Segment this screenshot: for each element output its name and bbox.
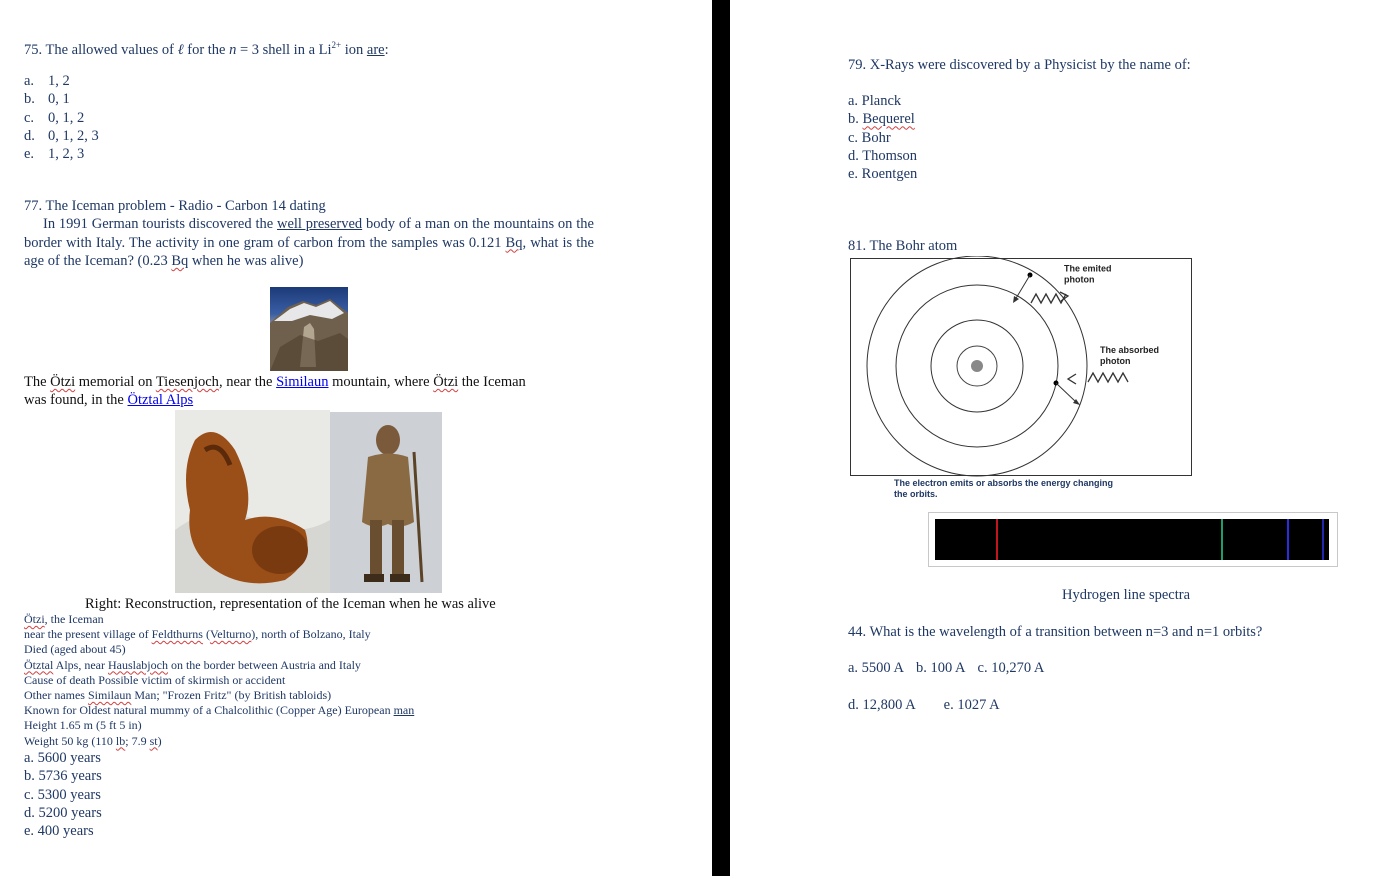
bohr-atom-diagram [848, 256, 1194, 502]
diagram-caption-2: the orbits. [894, 489, 938, 499]
absorbed-label-1: The absorbed [1100, 345, 1160, 355]
emitted-label-2: photon [1064, 274, 1095, 285]
fact-cause: Cause of death Possible victim of skirmish or accident [24, 672, 286, 687]
question-77-title: 77. The Iceman problem - Radio - Carbon 14 dating [24, 198, 326, 214]
option-44-e: e. 1027 A [943, 697, 1000, 713]
fact-height: Height 1.65 m (5 ft 5 in) [24, 718, 142, 733]
otzi-memorial-photo [270, 287, 348, 371]
fact-known-for: Known for Oldest natural mummy of a Chalcolithic (Copper Age) European man [24, 703, 415, 718]
question-81-title: 81. The Bohr atom [848, 238, 958, 254]
option-75-a: a. 1, 2 [24, 73, 70, 89]
diagram-caption-1: The electron emits or absorbs the energy changing [894, 478, 1114, 488]
option-75-d: d. 0, 1, 2, 3 [24, 127, 99, 144]
question-79-options [848, 92, 917, 183]
answer-77-a: a. 5600 years [24, 750, 101, 766]
answer-77-b: b. 5736 years [24, 768, 102, 785]
question-44-options-row1 [848, 659, 1044, 677]
option-79-d: d. Thomson [848, 147, 918, 164]
question-79-title: 79. X-Rays were discovered by a Physicist by the name of: [848, 57, 1191, 73]
option-44-c: c. 10,270 A [977, 660, 1045, 676]
iceman-facts [24, 612, 414, 749]
answer-77-c: c. 5300 years [24, 786, 101, 803]
otztal-alps-link[interactable]: Ötztal Alps [127, 392, 194, 408]
iceman-reconstruction-photo [330, 412, 442, 593]
fact-name: Ötzi, the Iceman [24, 612, 104, 626]
option-44-b: b. 100 A [915, 660, 966, 676]
answer-77-d: d. 5200 years [24, 804, 102, 821]
question-44-options-row2 [848, 696, 1000, 714]
memorial-caption: The Ötzi memorial on Tiesenjoch, near the Similaun mountain, where Ötzi the Iceman was found, in the Ötztal Alps [24, 374, 526, 408]
iceman-mummy-photo [175, 410, 330, 593]
spectral-line-red [996, 519, 998, 560]
option-79-b: b. Bequerel [848, 111, 915, 128]
spectrum-caption: Hydrogen line spectra [1062, 587, 1191, 603]
reconstruction-caption: Right: Reconstruction, representation of the Iceman when he was alive [85, 596, 496, 612]
question-44-title: 44. What is the wavelength of a transition between n=3 and n=1 orbits? [848, 624, 1263, 640]
option-75-c: c. 0, 1, 2 [24, 109, 85, 126]
spectral-line-violet [1322, 519, 1324, 560]
fact-other-names: Other names Similaun Man; "Frozen Fritz" (by British tabloids) [24, 688, 332, 703]
fact-location: near the present village of Feldthurns (Velturno), north of Bolzano, Italy [24, 627, 371, 642]
fact-weight: Weight 50 kg (110 lb; 7.9 st) [24, 733, 162, 748]
spectrum-band [935, 519, 1329, 560]
question-77-answers [24, 749, 102, 840]
emitted-label-1: The emited [1064, 263, 1112, 274]
spectral-line-green [1221, 519, 1223, 560]
hydrogen-spectrum [928, 512, 1338, 567]
option-44-d: d. 12,800 A [848, 697, 916, 713]
similaun-link[interactable]: Similaun [276, 374, 329, 390]
option-75-e: e. 1, 2, 3 [24, 146, 85, 163]
option-79-e: e. Roentgen [848, 166, 918, 183]
option-79-a: a. Planck [848, 93, 902, 109]
answer-77-e: e. 400 years [24, 823, 94, 840]
option-44-a: a. 5500 A [848, 660, 904, 676]
option-75-b: b. 0, 1 [24, 91, 70, 108]
absorbed-label-2: photon [1100, 356, 1131, 366]
nucleus [971, 360, 983, 372]
fact-found: Ötztal Alps, near Hauslabjoch on the border between Austria and Italy [24, 657, 361, 672]
page-divider [712, 0, 730, 876]
diagram-frame [851, 259, 1192, 476]
spectral-line-blue [1287, 519, 1289, 560]
question-75-title: 75. The allowed values of ℓ for the n = 3 shell in a $Li^{2+}$ ion are: [24, 40, 389, 58]
fact-died: Died (aged about 45) [24, 642, 126, 657]
question-75-options [24, 72, 99, 163]
question-77-paragraph: In 1991 German tourists discovered the well preserved body of a man on the mountains on the border with Italy. The activity in one gram of carbon from the samples was 0.121 Bq, what is the age of the Iceman? (0.23 Bq when he was alive) [24, 216, 594, 269]
option-79-c: c. Bohr [848, 129, 891, 146]
